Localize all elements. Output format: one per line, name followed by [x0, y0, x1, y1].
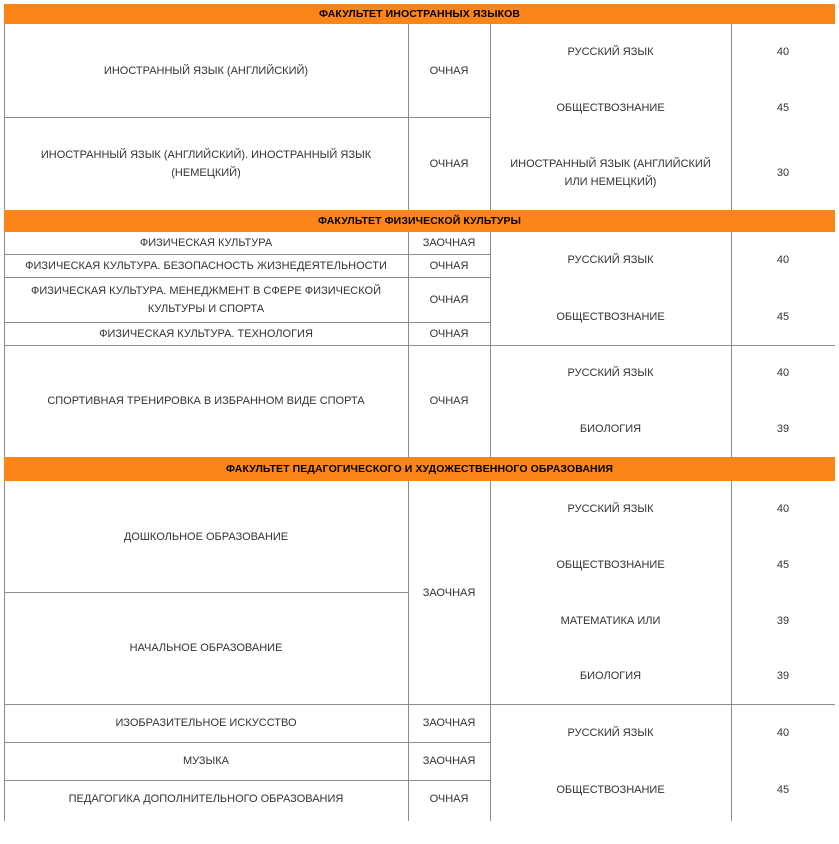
min-score-cell: 39	[776, 670, 790, 682]
table-border	[4, 117, 490, 118]
min-score-cell: 45	[776, 102, 790, 114]
study-form-cell: ЗАОЧНАЯ	[422, 717, 476, 729]
study-form-cell: ОЧНАЯ	[429, 327, 469, 340]
table-border	[490, 481, 491, 821]
min-score-cell: 45	[776, 783, 790, 796]
study-form-cell: ЗАОЧНАЯ	[422, 755, 476, 767]
program-cell: ФИЗИЧЕСКАЯ КУЛЬТУРА. МЕНЕДЖМЕНТ В СФЕРЕ ФИЗИЧЕСКОЙ КУЛЬТУРЫ И СПОРТА	[31, 284, 381, 315]
study-form-cell: ОЧНАЯ	[429, 157, 469, 170]
exam-subject-cell: БИОЛОГИЯ	[579, 423, 642, 435]
table-border	[4, 780, 490, 781]
program-cell: ФИЗИЧЕСКАЯ КУЛЬТУРА	[139, 237, 273, 249]
program-cell: ДОШКОЛЬНОЕ ОБРАЗОВАНИЕ	[123, 530, 289, 543]
exam-subject-cell: РУССКИЙ ЯЗЫК	[567, 46, 654, 58]
study-form-cell: ЗАОЧНАЯ	[422, 586, 476, 599]
exam-subject-cell: ИНОСТРАННЫЙ ЯЗЫК (АНГЛИЙСКИЙ ИЛИ НЕМЕЦКИЙ)	[510, 158, 711, 188]
study-form-cell: ЗАОЧНАЯ	[422, 237, 476, 249]
table-border	[4, 277, 490, 278]
study-form-cell: ОЧНАЯ	[429, 259, 469, 272]
min-score-cell: 45	[776, 559, 790, 571]
faculty-header-physical-culture: ФАКУЛЬТЕТ ФИЗИЧЕСКОЙ КУЛЬТУРЫ	[4, 210, 835, 232]
program-cell: СПОРТИВНАЯ ТРЕНИРОВКА В ИЗБРАННОМ ВИДЕ СПОРТА	[47, 395, 365, 407]
table-border	[731, 24, 732, 210]
program-cell: ИЗОБРАЗИТЕЛЬНОЕ ИСКУССТВО	[115, 717, 297, 729]
table-border	[4, 345, 835, 346]
program-cell: ФИЗИЧЕСКАЯ КУЛЬТУРА. ТЕХНОЛОГИЯ	[99, 327, 313, 340]
study-form-cell: ОЧНАЯ	[429, 395, 469, 407]
min-score-cell: 40	[776, 46, 790, 58]
program-cell: НАЧАЛЬНОЕ ОБРАЗОВАНИЕ	[129, 642, 283, 654]
study-form-cell: ОЧНАЯ	[429, 64, 469, 77]
faculty-header-pedagogical-education: ФАКУЛЬТЕТ ПЕДАГОГИЧЕСКОГО И ХУДОЖЕСТВЕННОГО ОБРАЗОВАНИЯ	[4, 457, 835, 481]
exam-subject-cell: ОБЩЕСТВОЗНАНИЕ	[556, 783, 665, 796]
min-score-cell: 40	[776, 254, 790, 266]
min-score-cell: 40	[776, 367, 790, 379]
min-score-cell: 40	[776, 503, 790, 515]
exam-subject-cell: ОБЩЕСТВОЗНАНИЕ	[556, 559, 665, 571]
program-cell: ФИЗИЧЕСКАЯ КУЛЬТУРА. БЕЗОПАСНОСТЬ ЖИЗНЕДЕЯТЕЛЬНОСТИ	[25, 259, 387, 272]
program-cell: ИНОСТРАННЫЙ ЯЗЫК (АНГЛИЙСКИЙ)	[103, 64, 309, 77]
admission-table	[4, 4, 835, 844]
table-border	[490, 24, 491, 210]
min-score-cell: 40	[776, 726, 790, 739]
exam-subject-cell: БИОЛОГИЯ	[579, 670, 642, 682]
program-cell: ПЕДАГОГИКА ДОПОЛНИТЕЛЬНОГО ОБРАЗОВАНИЯ	[68, 793, 344, 805]
faculty-header-foreign-languages: ФАКУЛЬТЕТ ИНОСТРАННЫХ ЯЗЫКОВ	[4, 4, 835, 24]
table-border	[4, 481, 5, 821]
program-cell: ИНОСТРАННЫЙ ЯЗЫК (АНГЛИЙСКИЙ). ИНОСТРАННЫЙ ЯЗЫК (НЕМЕЦКИЙ)	[40, 148, 372, 179]
table-border	[4, 742, 490, 743]
exam-subject-cell: МАТЕМАТИКА ИЛИ	[560, 614, 661, 627]
table-border	[4, 592, 408, 593]
exam-subject-cell: РУССКИЙ ЯЗЫК	[567, 367, 654, 379]
study-form-cell: ОЧНАЯ	[429, 293, 469, 306]
program-cell: МУЗЫКА	[182, 755, 230, 767]
table-border	[4, 254, 490, 255]
exam-subject-cell: ОБЩЕСТВОЗНАНИЕ	[556, 310, 665, 323]
table-border	[4, 322, 490, 323]
exam-subject-cell: РУССКИЙ ЯЗЫК	[567, 726, 654, 739]
table-border	[731, 481, 732, 821]
exam-subject-cell: РУССКИЙ ЯЗЫК	[567, 254, 654, 266]
min-score-cell: 45	[776, 310, 790, 323]
min-score-cell: 39	[776, 423, 790, 435]
study-form-cell: ОЧНАЯ	[429, 793, 469, 805]
min-score-cell: 30	[776, 167, 790, 179]
table-border	[4, 704, 835, 705]
exam-subject-cell: РУССКИЙ ЯЗЫК	[567, 503, 654, 515]
min-score-cell: 39	[776, 614, 790, 627]
exam-subject-cell: ОБЩЕСТВОЗНАНИЕ	[556, 102, 665, 114]
table-border	[408, 481, 409, 821]
